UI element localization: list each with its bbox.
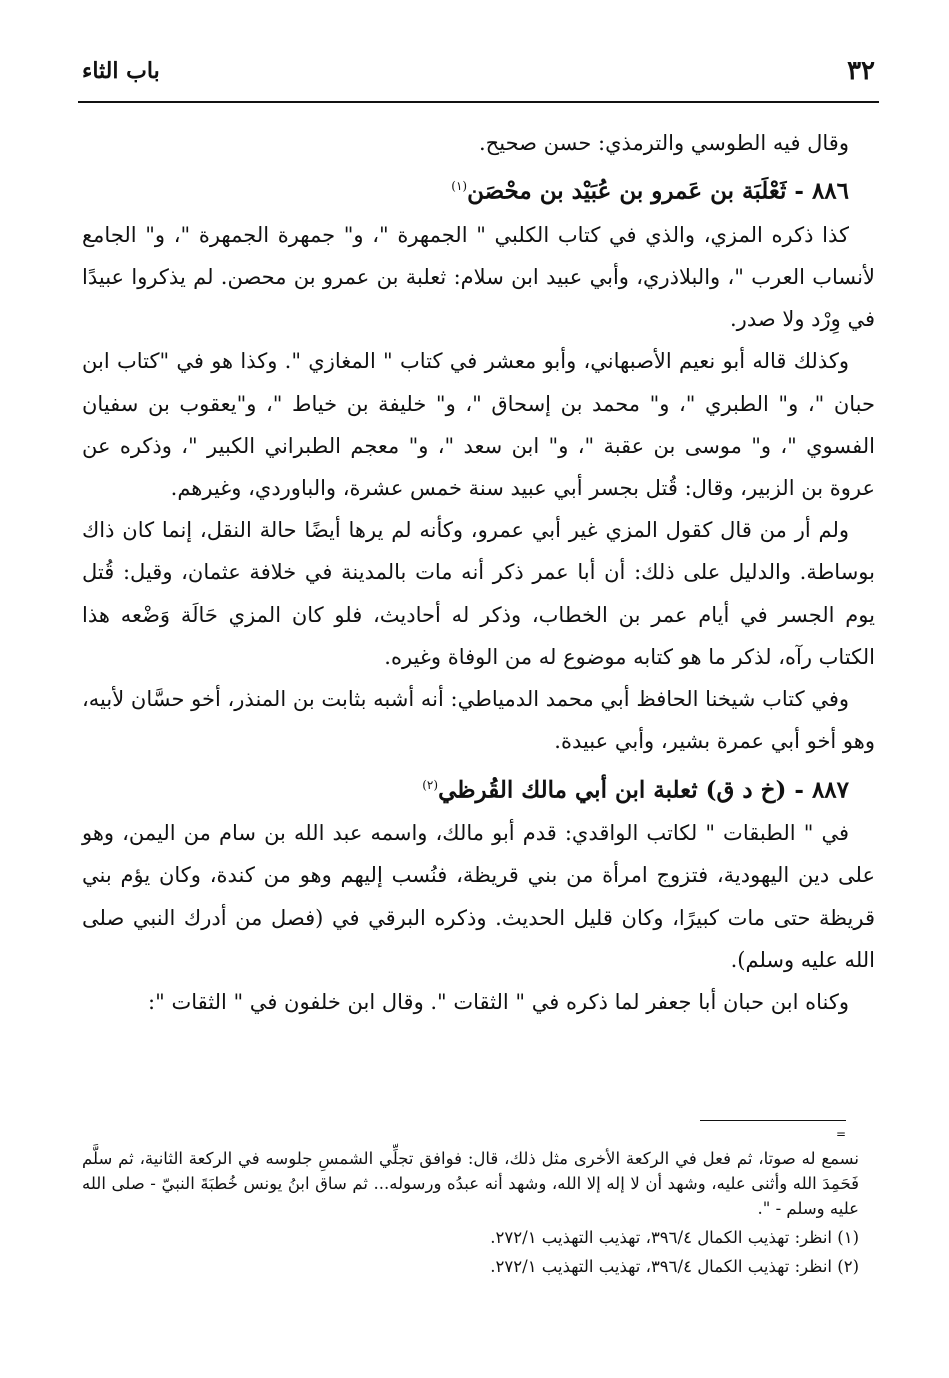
entry-heading-886 [82, 164, 875, 214]
page-header [82, 56, 875, 96]
paragraph: وكناه ابن حبان أبا جعفر لما ذكره في " الثقات ". وقال ابن خلفون في " الثقات ": [148, 989, 849, 1014]
paragraph: كذا ذكره المزي، والذي في كتاب الكلبي " الجمهرة "، و" جمهرة الجمهرة "، و" الجامع لأنساب العرب "، والبلاذري، وأبي عبيد ابن سلام: ثعلبة بن عمرو بن محصن. لم يذكروا عبيدًا في وِرْد ولا صدر. [82, 222, 875, 332]
footnote-continued: نسمع له صوتا، ثم فعل في الركعة الأخرى مثل ذلك، قال: فوافق تجلِّي الشمسِ جلوسه في الركعة الثانية، ثم سلَّم فَحَمِدَ الله وأثنى عليه، وشهد أن لا إله إلا الله، وشهد أنه عبدُه ورسوله... ثم ساق ابنُ يونس خُطبَةَ النبيّ - صلى الله عليه وسلم - ". [82, 1149, 859, 1218]
paragraph: وفي كتاب شيخنا الحافظ أبي محمد الدمياطي: أنه أشبه بثابت بن المنذر، أخو حسَّان لأبيه، وهو أخو أبي عمرة بشير، وأبي عبيدة. [82, 687, 875, 754]
footnote-continuation-mark: = [836, 1127, 847, 1141]
paragraph: وقال فيه الطوسي والترمذي: حسن صحيح. [479, 131, 849, 155]
footnote-ref: (٢) [422, 777, 439, 792]
main-text [82, 122, 875, 1023]
footnote-divider [700, 1120, 846, 1121]
footnote-ref: (١) [451, 179, 468, 194]
paragraph: ولم أر من قال كقول المزي غير أبي عمرو، وكأنه لم يرها أيضًا حالة النقل، إنما كان ذاك بوساطة. والدليل على ذلك: أن أبا عمر ذكر أنه مات بالمدينة في خلافة عثمان، وقيل: قُتل يوم الجسر في أيام عمر بن الخطاب، وذكر له أحاديث، فلو كان المزي حَالَة وَضْعه هذا الكتاب رآه، لذكر ما هو كتابه موضوع له من الوفاة وغيره. [82, 518, 875, 669]
footnote-1: (١) انظر: تهذيب الكمال ٣٩٦/٤، تهذيب التهذيب ٢٧٢/١. [490, 1228, 859, 1247]
footnote-2: (٢) انظر: تهذيب الكمال ٣٩٦/٤، تهذيب التهذيب ٢٧٢/١. [490, 1257, 859, 1276]
chapter-title: باب الثاء [82, 58, 160, 84]
entry-title: ٨٨٧ - (خ د ق) ثعلبة ابن أبي مالك القُرظي [438, 776, 849, 804]
paragraph: وكذلك قاله أبو نعيم الأصبهاني، وأبو معشر في كتاب " المغازي ". وكذا هو في "كتاب ابن حبان "، و" الطبري "، و" محمد بن إسحاق "، و" خليفة بن خياط "، و"يعقوب بن سفيان الفسوي "، و" موسى بن عقبة "، و" ابن سعد "، و" معجم الطبراني الكبير "، وذكره عن عروة بن الزبير، وقال: قُتل بجسر أبي عبيد سنة خمس عشرة، والباوردي، وغيرهم. [82, 349, 875, 501]
footnotes [82, 1146, 859, 1283]
entry-title: ٨٨٦ - ثَعْلَبَة بن عَمرو بن عُبَيْد بن محْصَن [467, 177, 849, 205]
header-divider [78, 101, 879, 103]
paragraph: في " الطبقات " لكاتب الواقدي: قدم أبو مالك، واسمه عبد الله بن سام من اليمن، وهو على دين اليهودية، فتزوج امرأة من بني قريظة، فنُسب إليهم وهو من كندة، وكان يؤم بني قريظة حتى مات كبيرًا، وكان قليل الحديث. وذكره البرقي في (فصل من أدرك النبي صلى الله عليه وسلم). [82, 821, 875, 972]
page-number: ٣٢ [847, 56, 875, 86]
entry-heading-887 [82, 763, 875, 813]
